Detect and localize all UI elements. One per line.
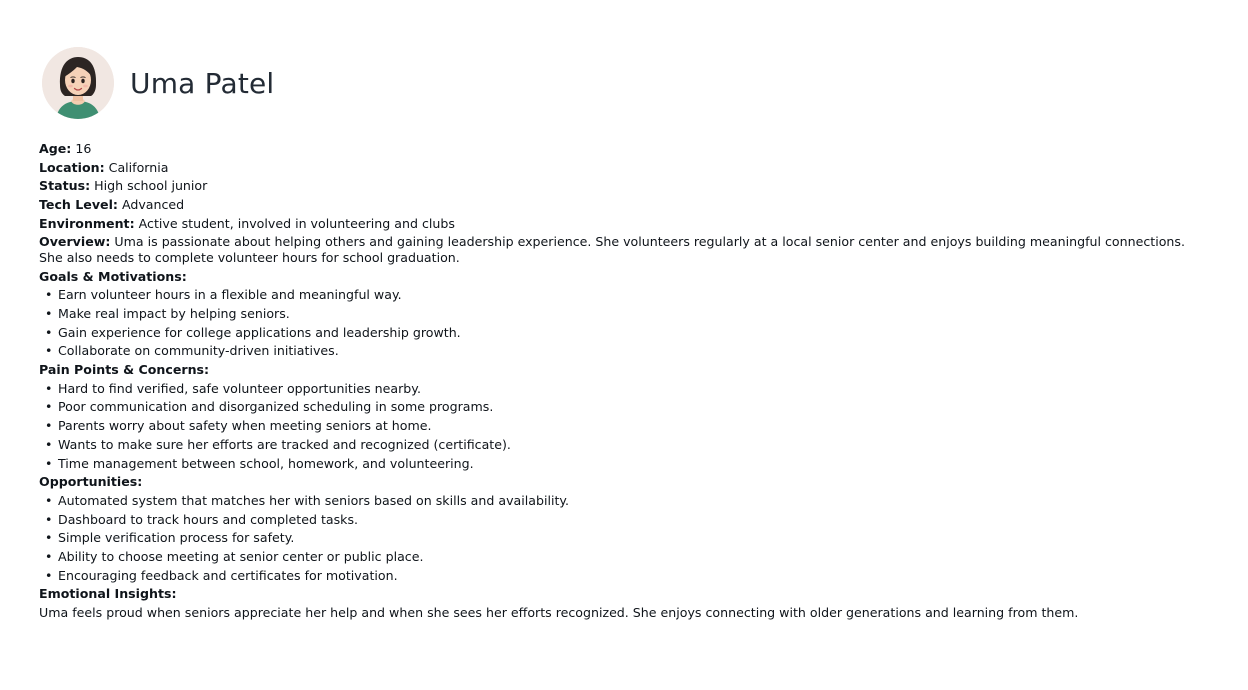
detail-value: 16 bbox=[75, 141, 92, 156]
pain-points-title: Pain Points & Concerns: bbox=[39, 362, 210, 378]
detail-environment bbox=[39, 215, 1199, 234]
detail-label: Location: bbox=[39, 159, 105, 175]
opportunities-list bbox=[39, 492, 1199, 586]
list-item: • Time management between school, homework, and volunteering. bbox=[39, 455, 1199, 474]
list-item: • Wants to make sure her efforts are tracked and recognized (certificate). bbox=[39, 436, 1199, 455]
detail-value: Advanced bbox=[121, 197, 185, 213]
list-item: • Gain experience for college applications and leadership growth. bbox=[39, 324, 1199, 343]
detail-label: Environment: bbox=[39, 215, 135, 231]
list-item: • Parents worry about safety when meeting seniors at home. bbox=[39, 417, 1199, 436]
opportunities-title: Opportunities: bbox=[39, 474, 143, 490]
list-item: • Earn volunteer hours in a flexible and meaningful way. bbox=[39, 286, 1199, 305]
overview-label: Overview: bbox=[39, 233, 111, 249]
persona-name: Uma Patel bbox=[130, 66, 275, 100]
goals-list bbox=[39, 286, 1199, 361]
woman-avatar-icon bbox=[42, 47, 114, 119]
list-item: • Collaborate on community-driven initiatives. bbox=[39, 342, 1199, 361]
pain-points-list bbox=[39, 380, 1199, 474]
emotional-insights-title: Emotional Insights: bbox=[39, 586, 177, 602]
list-item: • Hard to find verified, safe volunteer opportunities nearby. bbox=[39, 380, 1199, 399]
detail-location bbox=[39, 159, 1199, 178]
detail-label: Age: bbox=[39, 141, 72, 156]
list-item: • Poor communication and disorganized scheduling in some programs. bbox=[39, 398, 1199, 417]
detail-label: Tech Level: bbox=[39, 197, 118, 213]
list-item: • Automated system that matches her with seniors based on skills and availability. bbox=[39, 492, 1199, 511]
list-item: • Simple verification process for safety. bbox=[39, 529, 1199, 548]
list-item: • Ability to choose meeting at senior center or public place. bbox=[39, 548, 1199, 567]
detail-age bbox=[39, 140, 1199, 159]
list-item: • Make real impact by helping seniors. bbox=[39, 305, 1199, 324]
emotional-insights-text: Uma feels proud when seniors appreciate her help and when she sees her efforts recognized. She enjoys connecting with older generations and learning from them. bbox=[39, 605, 1079, 621]
detail-value: Active student, involved in volunteering and clubs bbox=[138, 215, 455, 231]
overview bbox=[39, 234, 1189, 266]
list-item: • Dashboard to track hours and completed tasks. bbox=[39, 511, 1199, 530]
overview-text: Uma is passionate about helping others and gaining leadership experience. She volunteers regularly at a local senior center and enjoys building meaningful connections. She also needs to complete volunteer hours for school graduation. bbox=[39, 233, 1185, 265]
persona-card bbox=[39, 47, 1199, 623]
persona-header bbox=[42, 47, 1199, 119]
detail-value: High school junior bbox=[94, 178, 208, 194]
detail-status bbox=[39, 177, 1199, 196]
detail-label: Status: bbox=[39, 178, 91, 194]
detail-value: California bbox=[108, 159, 169, 175]
goals-title: Goals & Motivations: bbox=[39, 268, 187, 284]
detail-tech-level bbox=[39, 196, 1199, 215]
list-item: • Encouraging feedback and certificates for motivation. bbox=[39, 567, 1199, 586]
persona-details bbox=[39, 140, 1199, 623]
